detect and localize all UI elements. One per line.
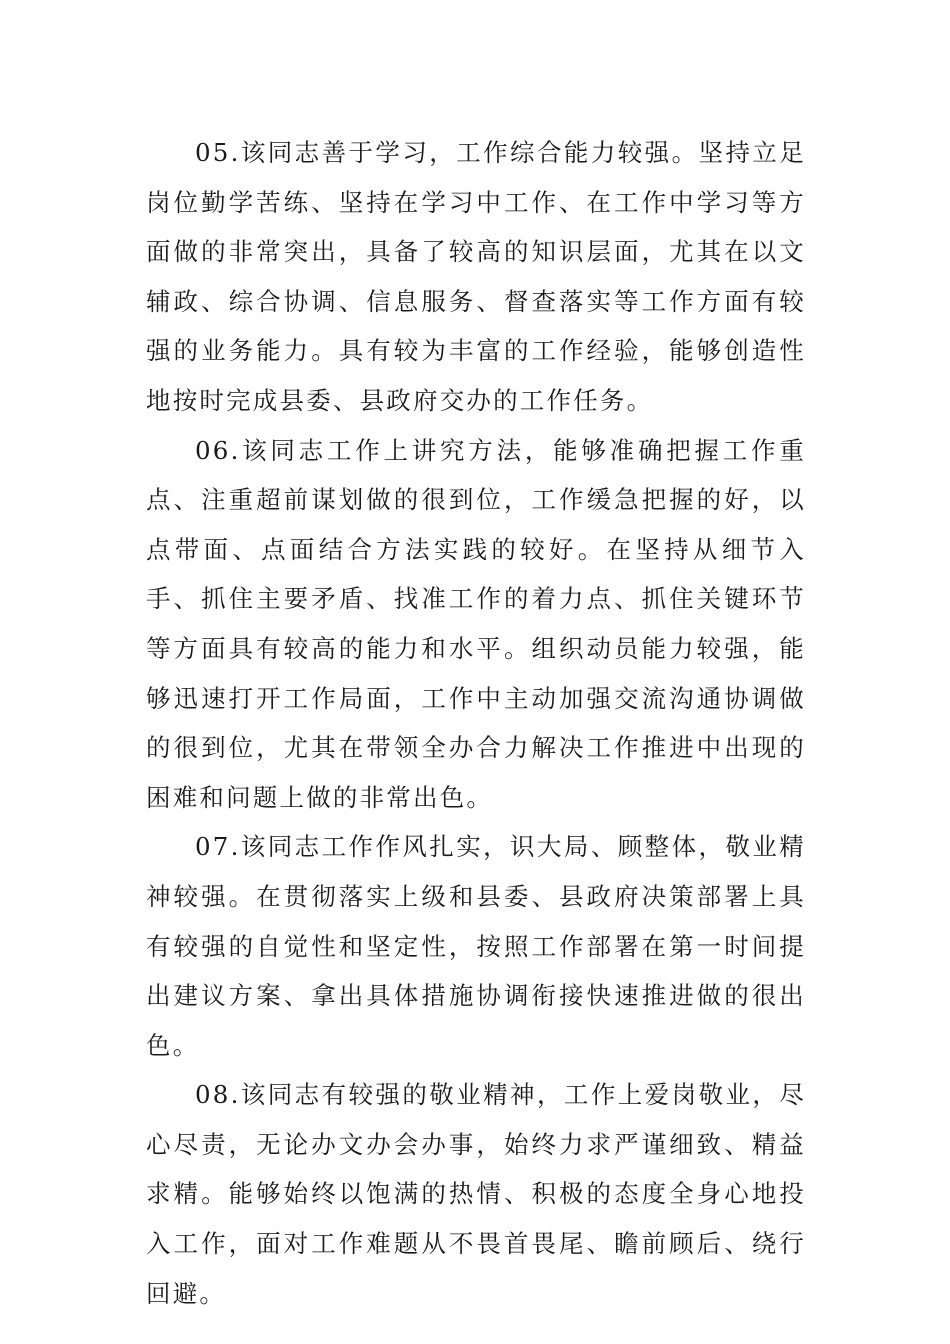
paragraph-05: 05.该同志善于学习，工作综合能力较强。坚持立足岗位勤学苦练、坚持在学习中工作、在工作中学习等方面做的非常突出，具备了较高的知识层面，尤其在以文辅政、综合协调、信息服务、督查落实等工作方面有较强的业务能力。具有较为丰富的工作经验，能够创造性地按时完成县委、县政府交办的工作任务。	[146, 138, 806, 415]
paragraph-08: 08.该同志有较强的敬业精神，工作上爱岗敬业，尽心尽责，无论办文办会办事，始终力求严谨细致、精益求精。能够始终以饱满的热情、积极的态度全身心地投入工作，面对工作难题从不畏首畏尾、瞻前顾后、绕行回避。	[146, 1080, 806, 1308]
paragraph-07: 07.该同志工作作风扎实，识大局、顾整体，敬业精神较强。在贯彻落实上级和县委、县政府决策部署上具有较强的自觉性和坚定性，按照工作部署在第一时间提出建议方案、拿出具体措施协调衔接快速推进做的很出色。	[146, 832, 806, 1060]
paragraph-06: 06.该同志工作上讲究方法，能够准确把握工作重点、注重超前谋划做的很到位，工作缓急把握的好，以点带面、点面结合方法实践的较好。在坚持从细节入手、抓住主要矛盾、找准工作的着力点、抓住关键环节等方面具有较高的能力和水平。组织动员能力较强，能够迅速打开工作局面，工作中主动加强交流沟通协调做的很到位，尤其在带领全办合力解决工作推进中出现的困难和问题上做的非常出色。	[146, 435, 806, 812]
document-body	[146, 128, 806, 1318]
